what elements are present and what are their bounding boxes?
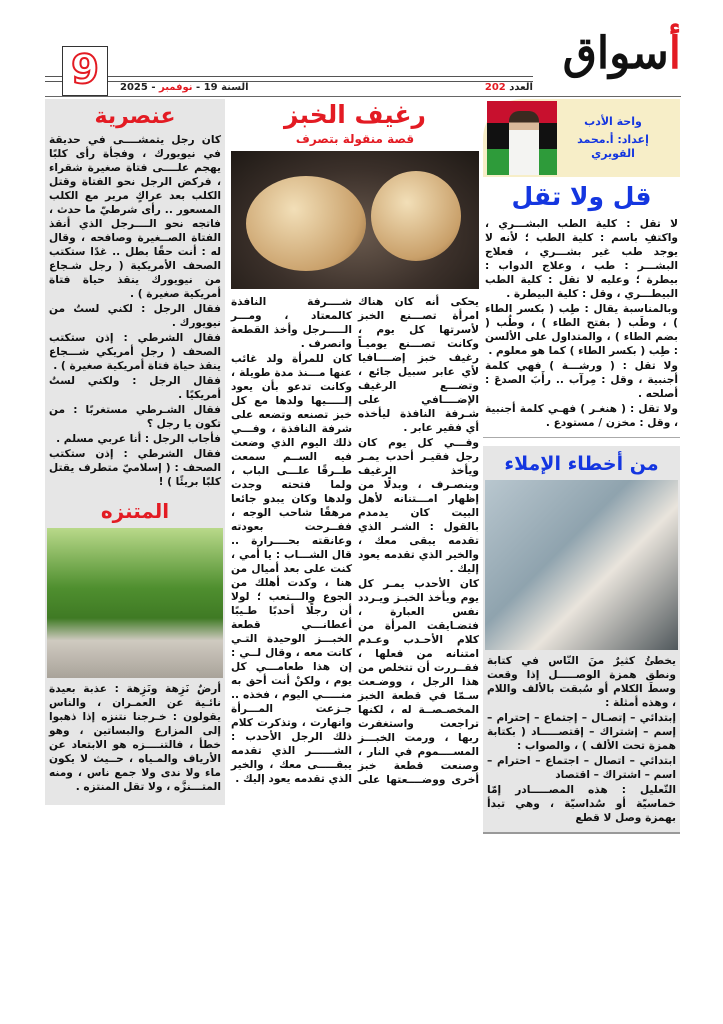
spelling-box (483, 446, 680, 834)
park-photo (47, 528, 223, 678)
author-name: إعداد: أ.محمد القويري (577, 133, 649, 160)
article-title-park: المتنزه (100, 499, 170, 523)
section-banner (483, 99, 680, 177)
article-body-racism: كان رجل يتمشــــى في حديقة في نيويورك ، وفجأة رأى كلبًا يهجم علــــى فتاة صغيرة شقراء ، فركض الرجل نحو الفتاة وقتل الكلب بعد عراكٍ مرير مع الكلب المسعور .. رأى شرطيّ ما حدث ، فاتجه نحو الــــرجل الذي أنقذ الفتاة الصــغيرة وصافحه ، وقال له : أنت حقًا بطل .. غدًا ستكتب الصحف الأمريكية ( رجل شـجاع من نيويورك ينقذ حياة فتاة أمريكية صغيرة ) . فقال الرجل : لكني لستُ من نيويورك . فقال الشرطي : إذن ستكتب الصحف ( رجل أمريكي شـــجاع ينقذ حياة فتاة أمريكية صغيرة ) . فقال الرجل : ولكني لستُ أمريكيًا . فقال الشـرطي مستغربًا : من تكون يا رجل ؟ فأجاب الرجل : أنا عربي مسلم . فقال الشرطي : إذن ستكتب الصحف : ( إسلاميّ متطرف يقتل كلبًا بريئًا ) ! (49, 134, 221, 488)
author-photo (487, 101, 557, 175)
header-bottom-rule (45, 96, 681, 97)
article-body-qul: لا تقل : كلية الطب البشـــري ، واكتفِ باسم : كلية الطب ؛ لأنه لا يوجد طب غير بشـــري ، فعلاج البشـــر : طب ، وعلاج الدواب : بيطرة ؛ وعليه لا تقل : كلية الطب البيطـــري ، وقل : كلية البيطرة . وبالمناسبة يقال : طِب ( بكسر الطاء ) ، وطَب ( بفتح الطاء ) ، وطُب ( بضم الطاء ) ، والمتداول على الألسن : طِب ( بكسر الطاء ) كما هو معلوم . ولا تقل : ( ورشـــة ) فهي كلمة أجنبية ، وقل : مِرآب .. رأَبَ الصدعَ : أصلحه . ولا تقل : ( هنغـر ) فهـي كلمة أجنبية ، وقل : مخزن / مستودع . (485, 218, 678, 429)
article-title-racism: عنصرية (94, 104, 176, 129)
article-title-spelling: من أخطاء الإملاء (504, 453, 659, 475)
page-number: 9 (62, 46, 108, 96)
article-body-park: أرضٌ نَزِهة ونَزِهة : عذبة بعيدة نائـية عن العمـران ، والناس يقولون : خـرجنا نتنزه إذا ذهبوا إلى المزارع والبساتين ، وهو خطأ ، فالتنــــزه هو الابتعاد عن الأرياف والمـياه ، حــيث لا يكون ماء ولا ندى ولا جمع ناس ، ومنه المتـــنزَّه ، ولا تقل المنتزه . (49, 683, 221, 793)
writing-photo (485, 480, 678, 650)
middle-column (231, 99, 479, 787)
article-body-bread: يحكى أنه كان هناك امرأة تصـــنع الخبز لأسرتها كل يوم ، وكانت تصـــنع يوميـاً رغيف خبز إضــــافيا لأي عابر سبيل جائع ، وتضـــع الرغيف الإضــــافي على شـرفة النافذة ليأخذه أي فقير عابر . وفـــي كل يوم كان رجل فقيـر أحدب يمـر ويأخذ الرغيف وينصـرف ، وبدلًا من إظهار امـــتنانه لأهل البيت كان يدمدم بالقول : الشـر الذي تقدمه يبقى معك ، والخير الذي تقدمه يعود إليك . كان الأحدب يمـر كل يوم ويأخذ الخبـز ويـردد نفس العبارة ، فتضـايقت المرأة من كلام الأحـدب وعـدم امتنانه من فعلها ، فقــررت أن تتخلص من هذا الرجل ، ووضـعت سـمّا في قطعة الخبز المخصـصــة له ، لكنها تراجعت واستغفرت ربها ، ورمت الخبـــز المســــموم في النار ، وصنعت قطعة خبز أخرى ووضــــعتها على شــــرفة النافذة كالمعتاد ، ومـــر الـــــرجل وأخذ القطعة وانصرف . كان للمرأة ولد غائب عنها مـــنذ مدة طويلة ، وكانت تدعو بأن يعود إلـــــيها ولدها مع كل خبز تصنعه وتضعه على شرفة النافذة ، وفـــي ذلك اليوم الذي وضعت فيه الســم سمعت طــرقًا علـــى الباب ، ولما فتحته وجدت ولدها وكان يبدو جائعا مرهقًا شاحب الوجه ، ففــرحت بعودته وعانقته بحــــرارة .. قال الشـــاب : يا أمي ، كنت على بعد أميال من هنا ، وكدت أهلك من الجوع والـــتعب ؛ لولا أن رجلًا أحدبًا طـيبًا أعطانـــي قطعة الخبـــز الوحيدة التـي كانت معه ، وقال لــي : إن هذا طعامـــي كل يوم ، ولكنْ أنت أحق به منـــــي اليوم ، فخذه .. جـزعت المـــرأة وانهارت ، وتذكرت كلام ذلك الرجل الأحدب : الشــــــر الذي تقدمه يبقـــــى معك ، والخير الذي تقدمه يعود إليك . (231, 296, 479, 786)
header-rule (45, 76, 533, 82)
left-column-box (45, 99, 225, 805)
article-body-spelling: يخطئُ كثيرٌ منَ النّاس في كتابة ونطق همزة الوصـــــل إذا وقعت وسطَ الكلام أو سُبقت بالألف واللام ، وهذه أمثلة : إبتدائي – إتصـال – إجتماع – إحترام – إسم – إشتراك – إقتصـــــاد ( بكتابة همزة تحت الألف ) ، والصواب : ابتدائي – اتصال – اجتماع – احترام – اسم – اشتراك – اقتصاد التّعليل : هذه المصـــــادر إمّا خماسيّة أو سُداسيّة ، وهي تبدأ بهمزة وصل لا قطع (487, 655, 676, 824)
section-name: واحة الأدب (584, 115, 642, 128)
issue-date: السنة 19 - نوفمبر - 2025 (120, 82, 249, 93)
right-column (483, 99, 680, 834)
divider (483, 437, 680, 438)
issue-number: العدد 202 (484, 82, 533, 93)
article-title-qul: قل ولا تقل (511, 182, 652, 211)
article-subtitle-bread: قصة منقولة بتصرف (295, 132, 415, 146)
newspaper-logo: أسواق (562, 28, 681, 79)
bread-photo (231, 151, 479, 289)
article-title-bread: رغيف الخبز (284, 100, 426, 129)
